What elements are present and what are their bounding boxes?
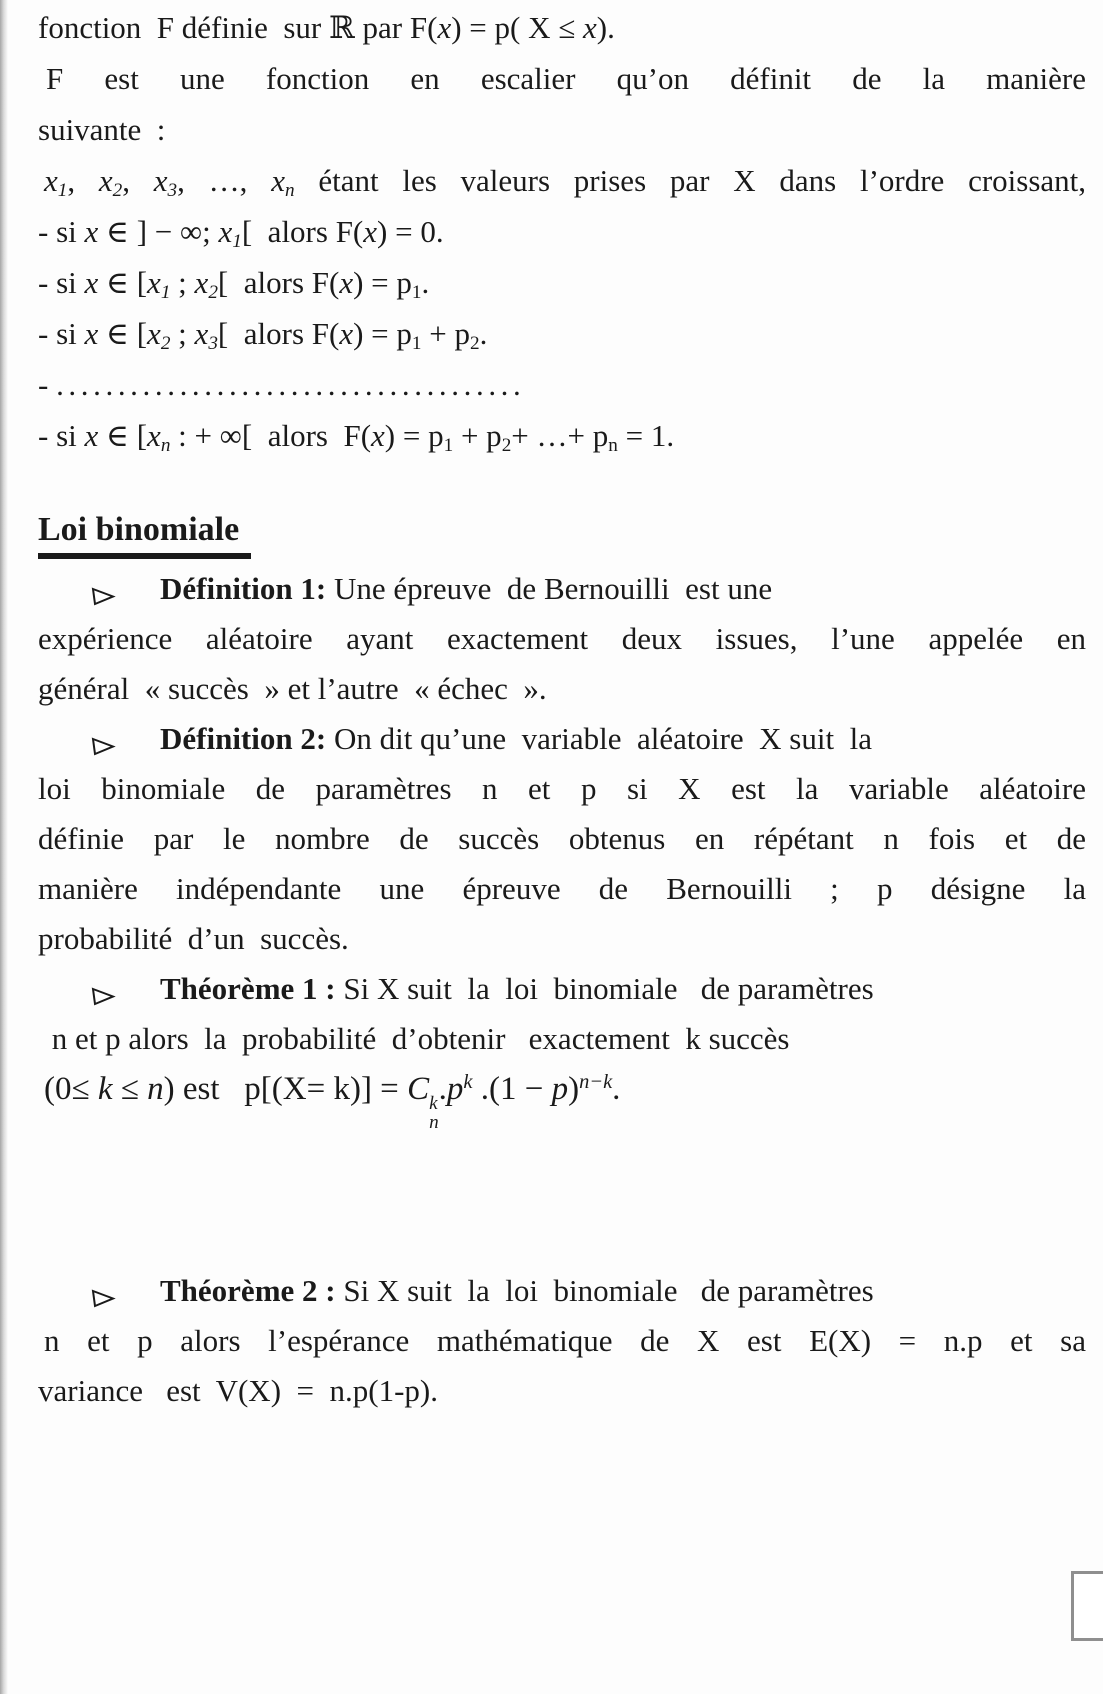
text-line: Théorème 1 : Si X suit la loi binomiale de paramètres: [38, 964, 1086, 1014]
text-line: - ......................................: [38, 367, 526, 402]
text-line: (0≤ k ≤ n) est p[(X= k)] = C k n $.p^k$ $.(1 - p)^{n-k}$.: [44, 1070, 621, 1134]
text-line: définie par le nombre de succès obtenus en répétant n fois et de: [38, 821, 1086, 856]
text-line: fonction F définie sur ℝ par F(x) = p( X ≤ x).: [38, 10, 615, 46]
text-line: manière indépendante une épreuve de Bernouilli ; p désigne la: [38, 871, 1086, 906]
text-line: n et p alors l’espérance mathématique de X est E(X) = n.p et sa: [44, 1323, 1086, 1358]
text-line: probabilité d’un succès.: [38, 921, 349, 956]
text-line: n et p alors la probabilité d’obtenir exactement k succès: [44, 1021, 790, 1056]
text-line: expérience aléatoire ayant exactement deux issues, l’une appelée en: [38, 621, 1086, 656]
text-line: suivante :: [38, 112, 166, 147]
text-line: F est une fonction en escalier qu’on définit de la manière: [46, 61, 1086, 96]
text-block-intro: [38, 2, 1086, 461]
text-line: - si x ∈ [x1 ; x2[ alors F(x) = p1.: [38, 265, 430, 304]
stacked-sup-sub: k n: [429, 1092, 439, 1134]
page-number-box: [1071, 1571, 1103, 1641]
text-line: Définition 1: Une épreuve de Bernouilli est une: [38, 564, 1086, 614]
text-line: général « succès » et l’autre « échec ».: [38, 671, 547, 706]
text-block-binomial: [38, 564, 1086, 1134]
text-line: - si x ∈ [xn : + ∞[ alors F(x) = p1 + p2+ …+ pn = 1.: [38, 418, 675, 457]
text-line: variance est V(X) = n.p(1-p).: [38, 1373, 438, 1408]
text-line: - si x ∈ ] − ∞; x1[ alors F(x) = 0.: [38, 214, 444, 253]
text-block-theorem2: [38, 1266, 1086, 1416]
text-line: - si x ∈ [x2 ; x3[ alors F(x) = p1 + p2.: [38, 316, 488, 355]
text-line: Théorème 2 : Si X suit la loi binomiale de paramètres: [38, 1266, 1086, 1316]
page-edge-shadow: [0, 0, 8, 1694]
text-line: loi binomiale de paramètres n et p si X est la variable aléatoire: [38, 771, 1086, 806]
text-line: Définition 2: On dit qu’une variable aléatoire X suit la: [38, 714, 1086, 764]
text-line: x1, x2, x3, …, xn étant les valeurs prises par X dans l’ordre croissant,: [44, 163, 1087, 202]
section-heading: Loi binomiale: [38, 509, 251, 559]
